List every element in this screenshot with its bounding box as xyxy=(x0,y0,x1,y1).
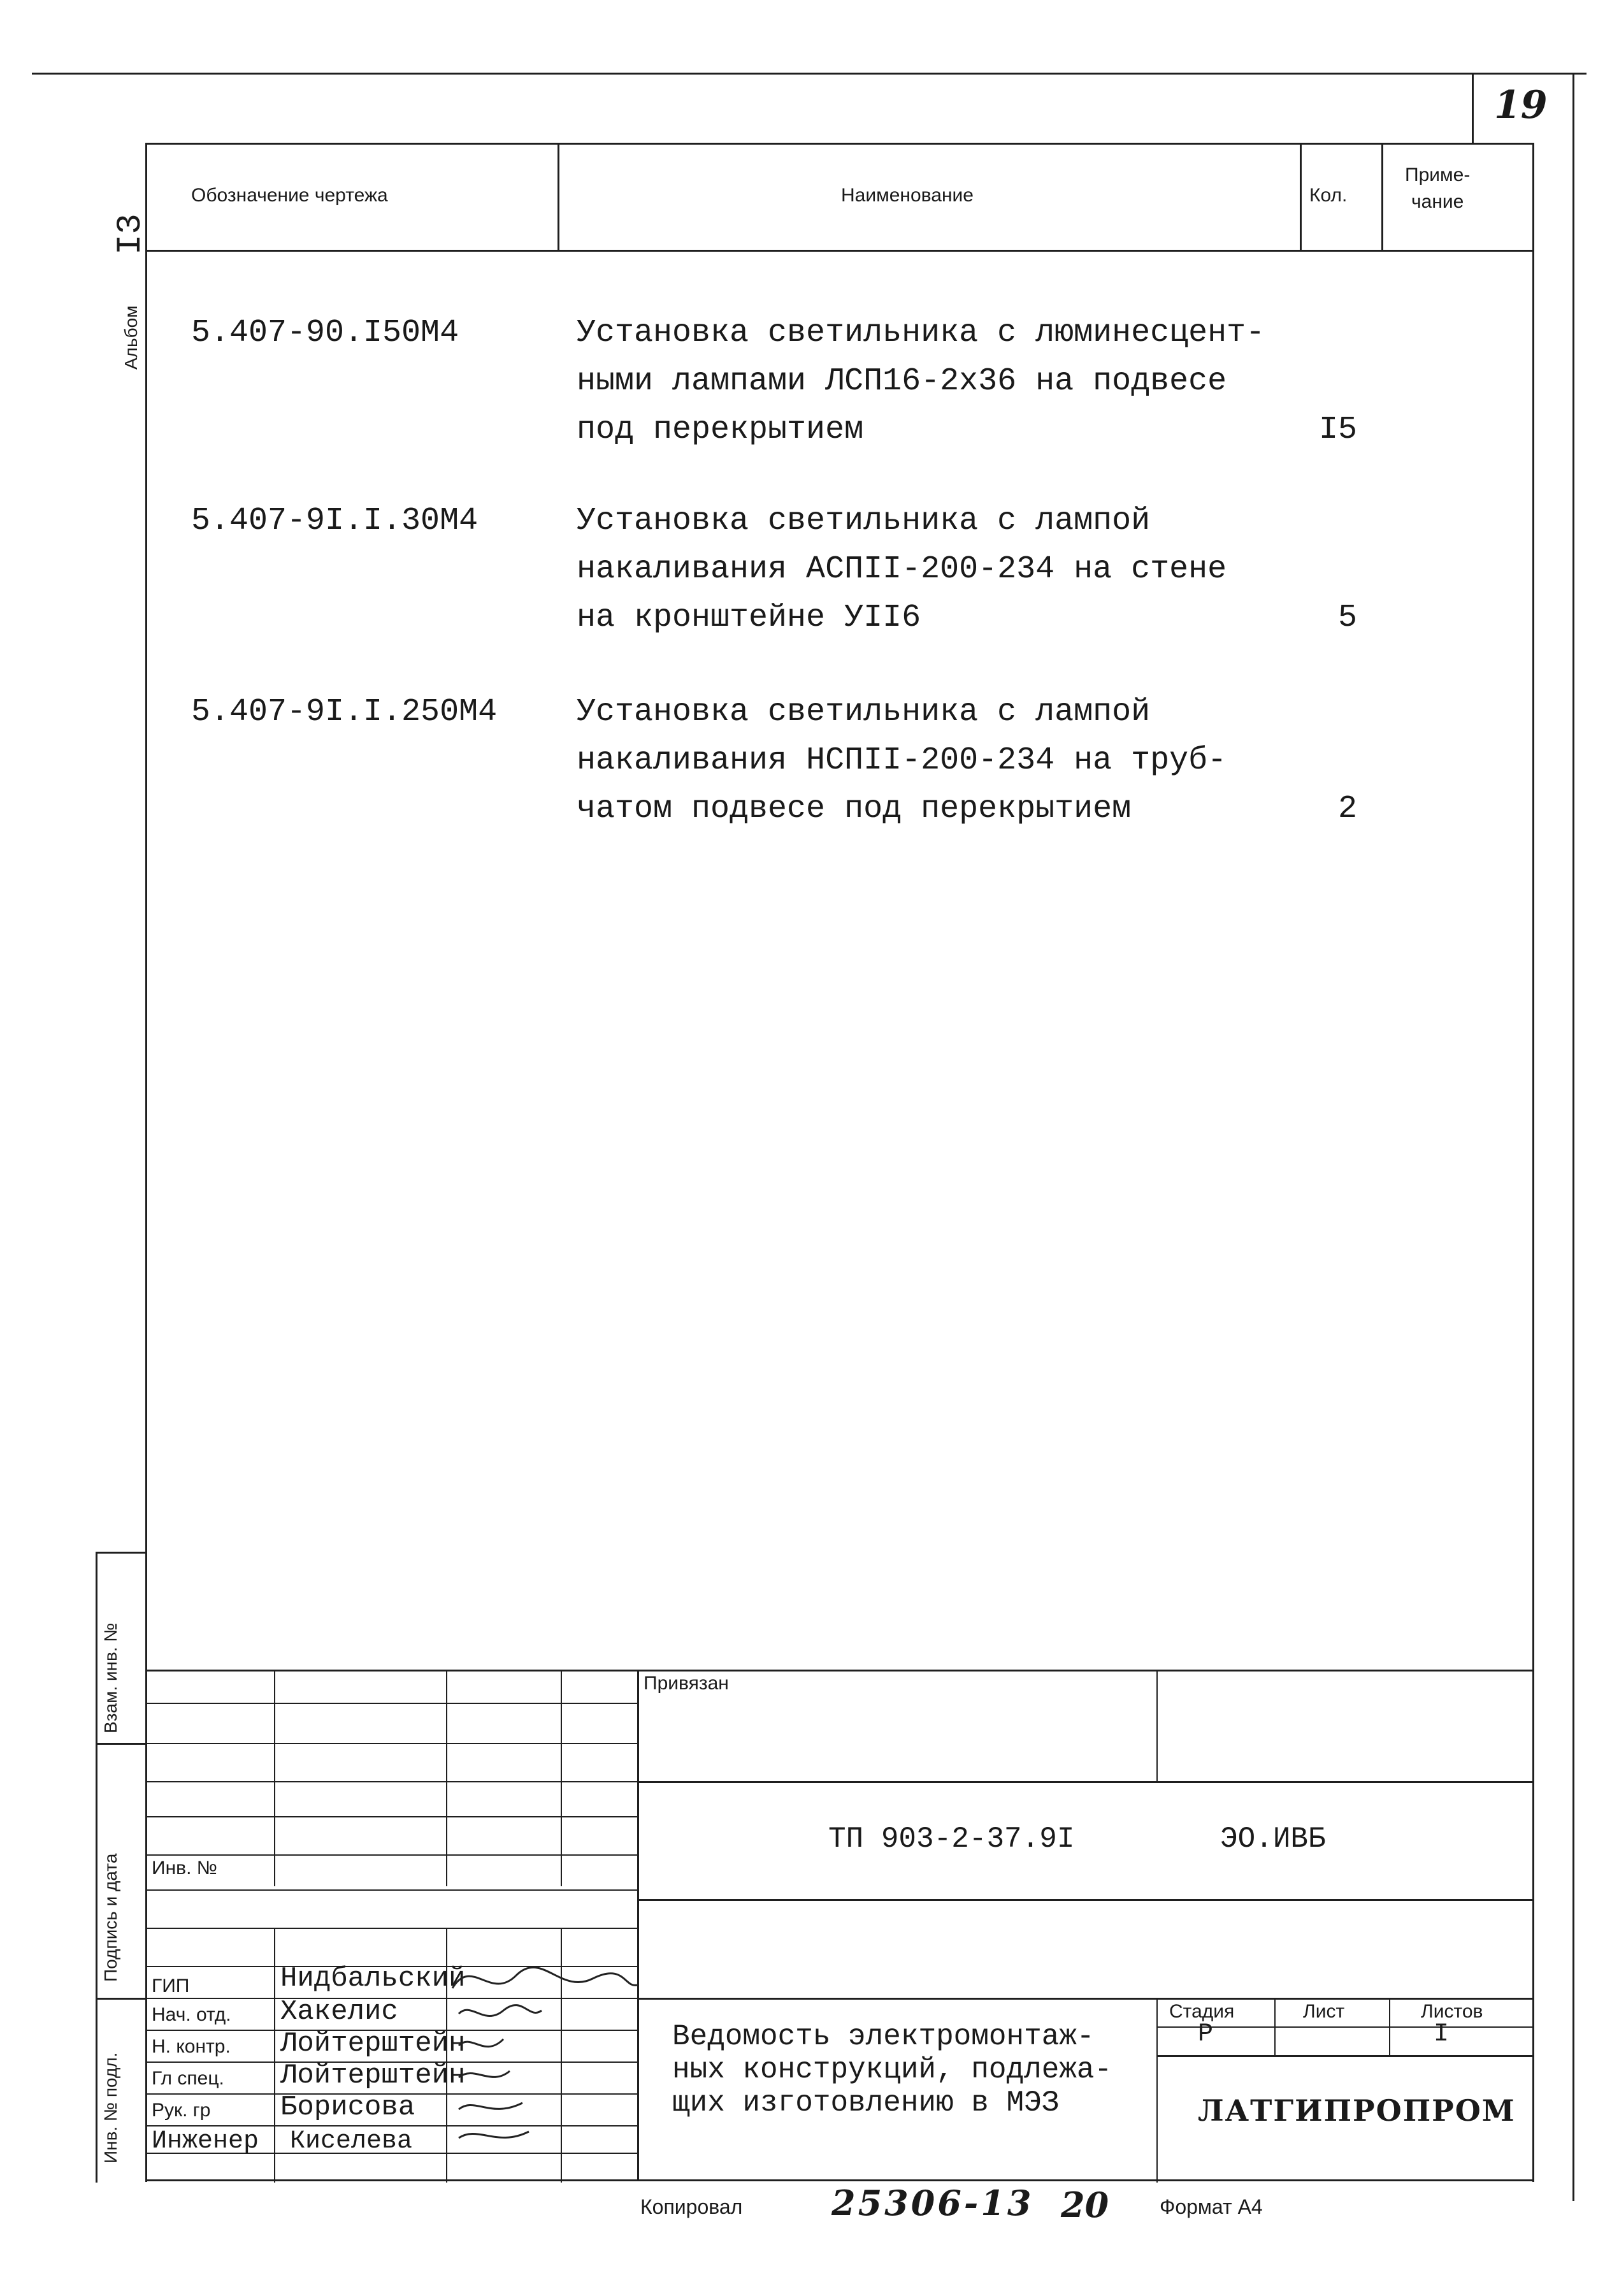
role-name: Киселева xyxy=(290,2127,413,2156)
title-line: щих изготовлению в МЭЗ xyxy=(672,2086,1060,2119)
role-name: Нидбальский xyxy=(280,1963,466,1995)
title-line: Ведомость электромонтаж- xyxy=(672,2020,1095,2053)
copy-page: 20 xyxy=(1061,2184,1109,2225)
row-name-line: Установка светильника с люминесцент- xyxy=(577,315,1265,351)
project-code: ТП 903-2-37.9I xyxy=(828,1823,1075,1856)
role-label: Нач. отд. xyxy=(152,2004,231,2025)
row-qty: 5 xyxy=(1338,600,1358,636)
header-designation: Обозначение чертежа xyxy=(191,185,388,206)
signature-strokes xyxy=(446,1950,650,2167)
inv-no-label: Инв. № xyxy=(152,1858,217,1879)
role-label: ГИП xyxy=(152,1975,190,1996)
role-label: Н. контр. xyxy=(152,2036,231,2057)
role-name: Хакелис xyxy=(280,1996,398,2028)
vzam-inv-label: Взам. инв. № xyxy=(101,1622,120,1733)
organization-name: ЛАТГИПРОПРОМ xyxy=(1198,2093,1516,2128)
row-name-line: чатом подвесе под перекрытием xyxy=(577,791,1132,827)
row-name-line: под перекрытием xyxy=(577,412,864,448)
row-designation: 5.407-9I.I.250M4 xyxy=(191,694,498,730)
header-note-2: чание xyxy=(1411,191,1464,212)
row-designation: 5.407-90.I50M4 xyxy=(191,315,459,351)
sheet-label: Лист xyxy=(1303,2001,1345,2022)
stage-value: Р xyxy=(1198,2020,1214,2049)
row-name-line: Установка светильника с лампой xyxy=(577,503,1151,539)
doc-code: ЭО.ИВБ xyxy=(1220,1823,1326,1856)
header-name: Наименование xyxy=(841,185,974,206)
podpis-data-label: Подпись и дата xyxy=(101,1853,120,1982)
row-name-line: Установка светильника с лампой xyxy=(577,694,1151,730)
row-qty: 2 xyxy=(1338,791,1358,827)
stage-label: Стадия xyxy=(1169,2001,1235,2022)
sheets-label: Листов xyxy=(1421,2001,1483,2022)
role-label: Рук. гр xyxy=(152,2100,211,2121)
sheet-number: 19 xyxy=(1494,83,1548,127)
format-label: Формат А4 xyxy=(1160,2195,1263,2218)
album-number: I3 xyxy=(112,213,150,255)
row-name-line: на кронштейне УII6 xyxy=(577,600,921,636)
row-designation: 5.407-9I.I.30M4 xyxy=(191,503,479,539)
header-note-1: Приме- xyxy=(1405,164,1471,185)
row-name-line: накаливания НСПII-200-234 на труб- xyxy=(577,742,1227,779)
copied-label: Копировал xyxy=(640,2195,743,2218)
role-name: Лойтерштейн xyxy=(280,2028,466,2060)
header-qty: Кол. xyxy=(1309,185,1348,206)
inv-podl-label: Инв. № подл. xyxy=(101,2052,120,2163)
role-name: Борисова xyxy=(280,2091,415,2123)
role-label: Гл спец. xyxy=(152,2068,224,2089)
privyazan-label: Привязан xyxy=(644,1673,729,1694)
album-label: Альбом xyxy=(121,305,141,370)
row-qty: I5 xyxy=(1319,412,1358,448)
copy-number: 25306-13 xyxy=(831,2183,1034,2223)
row-name-line: накаливания АСПII-200-234 на стене xyxy=(577,551,1227,588)
role-label: Инженер xyxy=(152,2127,259,2156)
title-line: ных конструкций, подлежа- xyxy=(672,2053,1112,2086)
role-name: Лойтерштейн xyxy=(280,2060,466,2091)
sheets-value: I xyxy=(1434,2020,1450,2049)
row-name-line: ными лампами ЛСП16-2х36 на подвесе xyxy=(577,363,1227,400)
